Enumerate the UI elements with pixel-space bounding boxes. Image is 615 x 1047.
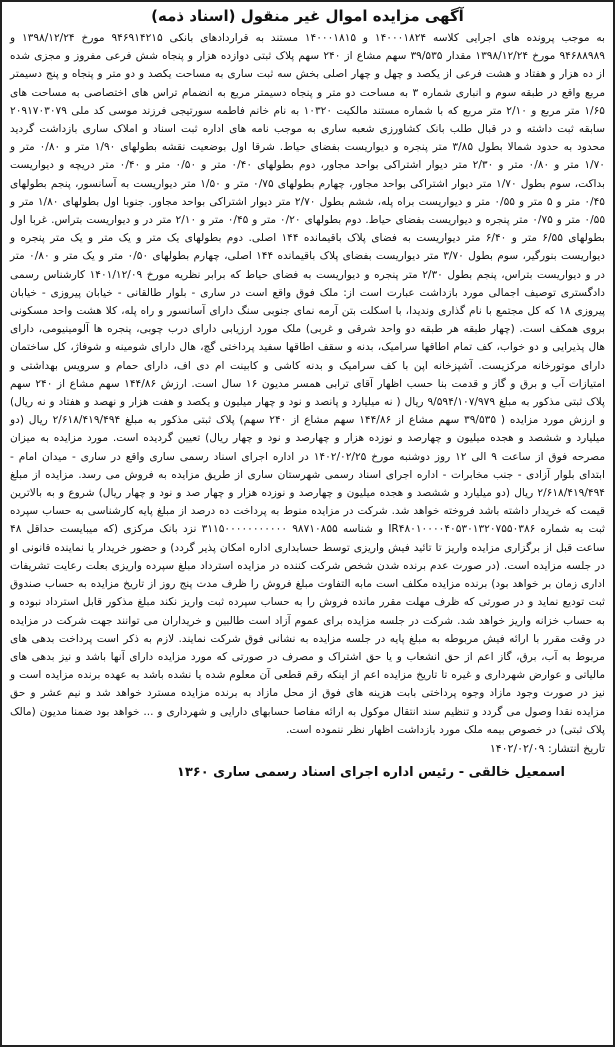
- publication-date: تاریخ انتشار: ۱۴۰۲/۰۲/۰۹: [489, 741, 605, 755]
- notice-title: آگهی مزایده اموال غیر منقول (اسناد ذمه): [151, 7, 464, 25]
- signature: اسمعیل خالقی - رئیس اداره اجرای اسناد رسمی ساری ۱۳۶۰: [176, 764, 565, 780]
- notice-body: به موجب پرونده های اجرایی کلاسه ۱۴۰۰۰۱۸۲۴ و ۱۴۰۰۰۱۸۱۵ مستند به قراردادهای بانکی ۹۴۶۹۱۴۲۱۵ مورخ ۱۳۹۸/۱۲/۲۴ و ۹۴۶۸۸۹۸۹ مورخ ۱۳۹۸/۱۲/۲۴ مقدار ۳۹/۵۳۵ سهم مشاع از ۲۴۰ سهم پلاک ثبتی دوازده هزار و پنجاه شش فرعی مفروز و مجزی شده از ده هزار و هفتاد و هشت فرعی از یکصد و چهل و چهار اصلی بخش سه ثبت ساری به مساحت یکصد و دو متر و پنجاه و پنج دسیمتر مربع واقع در طبقه سوم و انباری شماره ۳ به مساحت دو متر و پنجاه دسیمتر مربع به انضمام تراس های اختصاصی به مساحت های ۱/۶۵ متر مربع و ۲/۱۰ متر مربع که با شماره مستند مالکیت ۱۰۳۲۰ به نام خانم فاطمه سورتیجی فرزند موسی کد ملی ۲۰۹۱۷۰۳۰۷۹ سابقه ثبت داشته و در قبال طلب بانک کشاورزی شعبه ساری به موجب نامه های اداره ثبت اسناد و املاک ساری بازداشت گردید محدود به حدود شمالا بطول ۳/۸۵ متر پنجره و دیواریست بفضای حیاط. شرقا اول بوضعیت نقشه بطولهای ۱/۹۰ متر و ۰/۸۰ متر و ۱/۷۰ متر و ۰/۸۰ متر و ۲/۳۰ متر دیوار اشتراکی بواحد مجاور، دوم بطولهای ۰/۴۰ متر و ۰/۵۰ متر و ۰/۴۰ متر دریچه و دیواریست بداکت، سوم بطول ۱/۷۰ متر دیوار اشتراکی بواحد مجاور، چهارم بطولهای ۰/۷۵ متر و ۱/۵۰ متر دیواریست به آسانسور، پنجم بطولهای ۰/۴۵ متر و ۵ متر و ۰/۵۵ متر و دیواریست براه پله، ششم بطول ۲/۷۰ متر دیوار اشتراکی بواحد مجاور. جنوبا اول بطولهای ۱/۸۰ متر و ۰/۵۵ متر و ۰/۷۵ متر پنجره و دیواریست بفضای حیاط. دوم بطولهای ۰/۲۰ متر و ۰/۴۵ متر و ۲/۱۰ متر در و دیواریست بتراس. غربا اول بطولهای ۶/۵۵ متر و ۶/۴۰ متر دیواریست به فضای پلاک باقیمانده ۱۴۴ اصلی. دوم بطولهای یک متر و یک متر و یک متر پنجره و دیواریست بنورگیر، سوم بطول ۳/۷۰ متر دیواریست بفضای پلاک باقیمانده ۱۴۴ اصلی، چهارم بطولهای ۰/۵۰ متر و یک متر و ۰/۸۰ متر در و دیواریست بتراس، پنجم بطول ۲/۳۰ متر پنجره و دیواریست به فضای حیاط که برابر نظریه مورخ ۱۴۰۱/۱۲/۰۹ کارشناس رسمی دادگستری توصیف اجمالی مورد بازداشت عبارت است از: ملک فوق واقع است در ساری - بلوار طالقانی - خیابان پیروزی - خیابان پیروزی ۱۸ که کل مجتمع با نام گذاری وندیدا، با اسکلت بتن آرمه نمای جنوبی سنگ دارای آسانسور و راه پله، کلا هشت واحد مسکونی بروی همکف است. (چهار طبقه هر طبقه دو واحد شرقی و غربی) ملک مورد ارزیابی دارای درب چوبی، پنجره ها آلومینیومی، دارای هال پذیرایی و دو خواب، کف تمام اطاقها سرامیک، بدنه و سقف اطاقها سفید پرداختی گچ، هال دارای شومینه و شوفاژ، کل ساختمان دارای موتورخانه مرکزیست. آشپزخانه اپن با کف سرامیک و بدنه کاشی و کابینت ام دی اف، دارای حمام و سرویس بهداشتی و امتیازات آب و برق و گاز و قدمت بنا حسب اظهار آقای ترابی همسر مدیون ۱۶ سال است. ارزش ۱۴۴/۸۶ سهم مشاع از ۲۴۰ سهم پلاک ثبتی مذکور به مبلغ ۹/۵۹۴/۱۰۷/۹۷۹ ریال ( نه میلیارد و پانصد و نود و چهار میلیون و یکصد و هفت هزار و نهصد و هفتاد و نه ریال) و ارزش مورد مزایده ( ۳۹/۵۳۵ سهم مشاع از ۱۴۴/۸۶ سهم مشاع از ۲۴۰ سهم) پلاک ثبتی مذکور به مبلغ ۲/۶۱۸/۴۱۹/۴۹۴ ریال (دو میلیارد و ششصد و هجده میلیون و چهارصد و نوزده هزار و چهارصد و نود و چهار ریال) تعیین گردیده است. مورد مزایده به میزان مصرحه فوق از ساعت ۹ الی ۱۲ روز دوشنبه مورخ ۱۴۰۲/۰۲/۲۵ در اداره اجرای اسناد رسمی ساری واقع در ساری - میدان امام - ابتدای بلوار آزادی - جنب مخابرات - اداره اجرای اسناد رسمی شهرستان ساری از طریق مزایده به فروش می رسد. مزایده از مبلغ ۲/۶۱۸/۴۱۹/۴۹۴ ریال (دو میلیارد و ششصد و هجده میلیون و چهارصد و نوزده هزار و چهار صد و نود و چهار ریال) شروع و به بالاترین قیمت که خریدار داشته باشد فروخته خواهد شد. شرکت در مزایده منوط به پرداخت ده درصد از مبلغ پایه کارشناسی به حساب سپرده ثبت به شماره IR۴۸۰۱۰۰۰۰۴۰۵۳۰۱۳۲۰۷۵۵۰۳۸۶ و شناسه ۹۸۷۱۰۸۵۵ ۳۱۱۵۰۰۰۰۰۰۰۰۰۰۰ نزد بانک مرکزی (که میبایست حداقل ۴۸ ساعت قبل از برگزاری مزایده واریز تا تائید فیش واریزی توسط حسابداری اداره امکان پذیر گردد) و حضور خریدار یا نماینده قانونی او در جلسه مزایده است. (در صورت عدم برنده شدن شخص شرکت کننده در مزایده استرداد مبلغ سپرده واریزی بعلت رعایت تشریفات اداری زمان بر خواهد بود) برنده مزایده مکلف است مابه التفاوت مبلغ فروش را ظرف مدت پنج روز از تاریخ مزایده به حساب صندوق ثبت تودیع نماید و در صورتی که ظرف مهلت مقرر مانده فروش را به حساب سپرده ثبت واریز نکند مبلغ مذکور قابل استرداد نبوده و به حساب خزانه واریز خواهد شد. شرکت در جلسه مزایده برای عموم آزاد است طالبین و خریداران می توانند جهت شرکت در مزایده در وقت مقرر با ارائه فیش مربوطه به مبلغ پایه در جلسه مزایده به نشانی فوق شرکت نمایند. لازم به ذکر است پرداخت بدهی های مربوط به آب، برق، گاز اعم از حق انشعاب و یا حق اشتراک و مصرف در صورتی که مورد مزایده دارای آنها باشد و نیز بدهی های مالیاتی و عوارض شهرداری و غیره تا تاریخ مزایده اعم از اینکه رقم قطعی آن معلوم شده یا نشده باشد به عهده برنده مزایده است و نیز در صورت وجود مازاد وجوه پرداختی بابت هزینه های فوق از محل مازاد به برنده مزایده مسترد خواهد شد و نیم عشر و حق مزایده نقدا وصول می گردد و تنظیم سند انتقال موکول به ارائه مفاصا حسابهای دارایی و شهرداری و ... خواهد بود ضمنا مدیون (مالک پلاک ثبتی) در خصوص بیمه ملک مورد بازداشت اظهار نظر ننموده است.: [10, 32, 606, 736]
